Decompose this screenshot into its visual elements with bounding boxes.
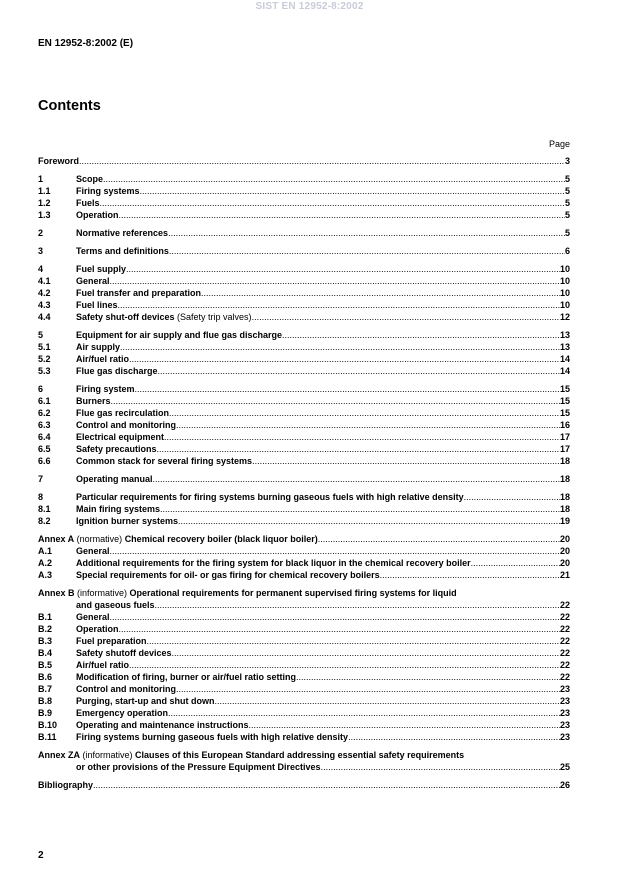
- toc-leader-dots: [103, 173, 565, 185]
- toc-entry-number: 5.2: [38, 354, 51, 364]
- toc-entry-page: 23: [559, 708, 570, 718]
- toc-entry-title: Common stack for several firing systems: [76, 456, 253, 466]
- toc-entry-title: Air/fuel ratio: [76, 354, 130, 364]
- toc-entry-title: Ignition burner systems: [76, 516, 179, 526]
- toc-entry-title: Air/fuel ratio: [76, 660, 130, 670]
- toc-entry-number: 6.5: [38, 444, 51, 454]
- toc-entry-number: 1: [38, 174, 44, 184]
- toc-entry-annex-title: Chemical recovery boiler (black liquor boiler): [124, 534, 318, 544]
- toc-entry[interactable]: [38, 209, 570, 221]
- toc-entry-title: Special requirements for oil- or gas firing for chemical recovery boilers: [76, 570, 380, 580]
- toc-entry[interactable]: [38, 431, 570, 443]
- toc-leader-dots: [110, 545, 560, 557]
- toc-entry-number: 5: [38, 330, 44, 340]
- toc-entry-page: 5: [564, 186, 570, 196]
- watermark: SIST EN 12952-8:2002: [255, 1, 364, 12]
- toc-entry-page: 19: [559, 516, 570, 526]
- toc-entry[interactable]: [38, 419, 570, 431]
- toc-leader-dots: [110, 275, 560, 287]
- toc-leader-dots: [126, 263, 560, 275]
- toc-entry[interactable]: [38, 263, 570, 275]
- toc-entry-title: Firing system: [76, 384, 135, 394]
- toc-leader-dots: [168, 707, 560, 719]
- toc-entry[interactable]: [38, 473, 570, 485]
- toc-leader-dots: [153, 473, 560, 485]
- toc-entry-page: 15: [559, 384, 570, 394]
- toc-entry-title: Operating manual: [76, 474, 153, 484]
- toc-entry-page: 6: [564, 246, 570, 256]
- toc-leader-dots: [140, 185, 565, 197]
- toc-entry[interactable]: [38, 287, 570, 299]
- toc-leader-dots: [158, 365, 560, 377]
- toc-entry-page: 25: [559, 762, 570, 772]
- toc-entry-page: 16: [559, 420, 570, 430]
- toc-entry-number: A.1: [38, 546, 53, 556]
- toc-entry[interactable]: [38, 353, 570, 365]
- toc-entry[interactable]: [38, 683, 570, 695]
- toc-entry-number: 6: [38, 384, 44, 394]
- toc-leader-dots: [129, 353, 560, 365]
- toc-entry-page: 12: [559, 312, 570, 322]
- toc-entry[interactable]: [38, 245, 570, 257]
- toc-entry-annex-type: (informative): [74, 588, 130, 598]
- toc-entry-title: Safety shut-off devices: [76, 312, 175, 322]
- toc-leader-dots: [321, 761, 560, 773]
- toc-entry-page: 23: [559, 696, 570, 706]
- toc-entry-page: 5: [564, 174, 570, 184]
- toc-entry-title: Operation: [76, 210, 119, 220]
- toc-entry-number: 6.6: [38, 456, 51, 466]
- toc-leader-dots: [172, 647, 560, 659]
- toc-entry-number: 4.3: [38, 300, 51, 310]
- toc-leader-dots: [155, 599, 560, 611]
- toc-leader-dots: [169, 245, 565, 257]
- toc-leader-dots: [176, 419, 560, 431]
- toc-entry[interactable]: [38, 185, 570, 197]
- toc-entry[interactable]: [38, 341, 570, 353]
- toc-entry-page: 26: [559, 780, 570, 790]
- toc-entry-number: B.11: [38, 732, 57, 742]
- toc-leader-dots: [164, 431, 560, 443]
- toc-entry-page: 10: [559, 288, 570, 298]
- toc-entry-page: 10: [559, 300, 570, 310]
- toc-entry[interactable]: [38, 443, 570, 455]
- toc-entry-title: Particular requirements for firing systems burning gaseous fuels with high relative density: [76, 492, 464, 502]
- toc-leader-dots: [135, 383, 560, 395]
- toc-entry-number: 3: [38, 246, 44, 256]
- toc-entry-title: Bibliography: [38, 780, 94, 790]
- toc-entry-number: 6.1: [38, 396, 51, 406]
- toc-entry-title: Flue gas recirculation: [76, 408, 170, 418]
- toc-leader-dots: [471, 557, 560, 569]
- toc-leader-dots: [93, 779, 560, 791]
- toc-entry[interactable]: [38, 623, 570, 635]
- toc-entry-number: 6.3: [38, 420, 51, 430]
- toc-entry-number: 6.2: [38, 408, 51, 418]
- toc-leader-dots: [169, 407, 560, 419]
- toc-entry-number: B.4: [38, 648, 53, 658]
- toc-entry[interactable]: [38, 533, 570, 545]
- toc-leader-dots: [120, 341, 560, 353]
- toc-leader-dots: [252, 455, 560, 467]
- toc-entry[interactable]: [38, 719, 570, 731]
- toc-entry-title: Firing systems: [76, 186, 140, 196]
- toc-entry-page: 18: [559, 492, 570, 502]
- toc-entry-number: B.3: [38, 636, 53, 646]
- toc-leader-dots: [110, 611, 560, 623]
- toc-entry-page: 20: [559, 534, 570, 544]
- toc-entry-page: 5: [564, 198, 570, 208]
- toc-entry-title: Equipment for air supply and flue gas discharge: [76, 330, 283, 340]
- toc-entry-number: 1.1: [38, 186, 51, 196]
- document-id: EN 12952-8:2002 (E): [38, 38, 134, 49]
- toc-leader-dots: [201, 287, 560, 299]
- toc-entry-page: 23: [559, 732, 570, 742]
- toc-entry-page: 10: [559, 276, 570, 286]
- toc-entry[interactable]: [38, 761, 570, 773]
- toc-entry[interactable]: [38, 299, 570, 311]
- toc-entry-number: B.9: [38, 708, 53, 718]
- toc-entry-title: Foreword: [38, 156, 80, 166]
- toc-entry[interactable]: [38, 173, 570, 185]
- toc-entry[interactable]: [38, 569, 570, 581]
- toc-entry-page: 3: [564, 156, 570, 166]
- toc-entry-number: 4.2: [38, 288, 51, 298]
- toc-entry-title: Annex B: [38, 588, 75, 598]
- toc-entry-title: Main firing systems: [76, 504, 161, 514]
- toc-entry-page: 13: [559, 342, 570, 352]
- toc-entry[interactable]: [38, 545, 570, 557]
- toc-entry-number: 8.1: [38, 504, 51, 514]
- toc-entry-number: 7: [38, 474, 44, 484]
- toc-entry[interactable]: [38, 503, 570, 515]
- toc-entry-number: B.1: [38, 612, 53, 622]
- footer-page-number: 2: [38, 850, 44, 861]
- toc-leader-dots: [157, 443, 560, 455]
- toc-entry-page: 15: [559, 408, 570, 418]
- toc-leader-dots: [119, 209, 565, 221]
- toc-entry-number: 8.2: [38, 516, 51, 526]
- toc-entry[interactable]: [38, 311, 570, 323]
- toc-entry[interactable]: [38, 635, 570, 647]
- toc-entry-page: 18: [559, 456, 570, 466]
- toc-leader-dots: [118, 299, 560, 311]
- toc-entry[interactable]: [38, 197, 570, 209]
- toc-leader-dots: [129, 659, 560, 671]
- toc-entry-number: B.2: [38, 624, 53, 634]
- toc-leader-dots: [176, 683, 560, 695]
- toc-entry-page: 5: [564, 228, 570, 238]
- toc-entry-page: 22: [559, 648, 570, 658]
- toc-entry-number: B.5: [38, 660, 53, 670]
- toc-entry[interactable]: [38, 395, 570, 407]
- toc-entry-title: Air supply: [76, 342, 121, 352]
- toc-entry-number: 4.1: [38, 276, 51, 286]
- toc-entry-title: Scope: [76, 174, 104, 184]
- toc-entry-title: General: [76, 276, 110, 286]
- toc-entry-page: 22: [559, 672, 570, 682]
- toc-entry-title: Purging, start-up and shut down: [76, 696, 215, 706]
- toc-entry-page: 13: [559, 330, 570, 340]
- toc-entry-page: 10: [559, 264, 570, 274]
- toc-entry-page: 17: [559, 444, 570, 454]
- toc-entry-number: A.3: [38, 570, 53, 580]
- toc-entry[interactable]: [38, 455, 570, 467]
- toc-leader-dots: [252, 311, 560, 323]
- toc-entry-page: 14: [559, 366, 570, 376]
- toc-entry-title: Operation: [76, 624, 119, 634]
- toc-leader-dots: [119, 623, 560, 635]
- toc-entry-title: and gaseous fuels: [76, 600, 155, 610]
- toc-entry-page: 20: [559, 558, 570, 568]
- toc-entry-page: 20: [559, 546, 570, 556]
- toc-entry-title: General: [76, 546, 110, 556]
- toc-leader-dots: [282, 329, 560, 341]
- toc-entry-number: 2: [38, 228, 44, 238]
- toc-entry-annex-type: (normative): [74, 534, 125, 544]
- toc-leader-dots: [100, 197, 565, 209]
- toc-entry-annex-type: (informative): [80, 750, 136, 760]
- toc-entry-title: Annex ZA: [38, 750, 81, 760]
- toc-entry-title: Emergency operation: [76, 708, 169, 718]
- toc-entry-title: Annex A: [38, 534, 75, 544]
- toc-entry-page: 14: [559, 354, 570, 364]
- toc-entry-page: 22: [559, 636, 570, 646]
- toc-leader-dots: [464, 491, 560, 503]
- toc-entry-title: Additional requirements for the firing system for black liquor in the chemical recovery boiler: [76, 558, 471, 568]
- toc-entry-number: 1.2: [38, 198, 51, 208]
- toc-entry[interactable]: [38, 731, 570, 743]
- toc-entry[interactable]: [38, 599, 570, 611]
- toc-entry-annex-title: Clauses of this European Standard addressing essential safety requirements: [135, 750, 465, 760]
- toc-leader-dots: [380, 569, 560, 581]
- page-column-label: Page: [548, 139, 570, 149]
- toc-entry-title: Normative references: [76, 228, 169, 238]
- toc-entry[interactable]: [38, 611, 570, 623]
- toc-entry-page: 23: [559, 720, 570, 730]
- toc-entry-number: B.6: [38, 672, 53, 682]
- toc-entry[interactable]: [38, 695, 570, 707]
- toc-entry[interactable]: [38, 587, 570, 599]
- toc-entry-page: 22: [559, 660, 570, 670]
- toc-entry[interactable]: [38, 491, 570, 503]
- toc-leader-dots: [348, 731, 560, 743]
- toc-entry[interactable]: [38, 155, 570, 167]
- toc-entry-title: Burners: [76, 396, 111, 406]
- toc-entry-page: 18: [559, 504, 570, 514]
- toc-entry-title: Terms and definitions: [76, 246, 169, 256]
- toc-leader-dots: [168, 227, 565, 239]
- toc-entry-title: Control and monitoring: [76, 684, 176, 694]
- contents-heading: Contents: [38, 98, 101, 114]
- toc-entry-title: Fuel lines: [76, 300, 118, 310]
- toc-entry[interactable]: [38, 515, 570, 527]
- toc-entry[interactable]: [38, 365, 570, 377]
- toc-entry[interactable]: [38, 659, 570, 671]
- toc-entry[interactable]: [38, 557, 570, 569]
- toc-leader-dots: [79, 155, 565, 167]
- toc-entry[interactable]: [38, 329, 570, 341]
- toc-leader-dots: [215, 695, 560, 707]
- toc-entry-page: 23: [559, 684, 570, 694]
- toc-leader-dots: [147, 635, 560, 647]
- toc-entry-title: or other provisions of the Pressure Equipment Directives: [76, 762, 321, 772]
- toc-entry-number: 5.1: [38, 342, 51, 352]
- toc-entry-title: Fuel transfer and preparation: [76, 288, 202, 298]
- toc-entry[interactable]: [38, 407, 570, 419]
- toc-entry[interactable]: [38, 779, 570, 791]
- toc-entry[interactable]: [38, 647, 570, 659]
- toc-entry[interactable]: [38, 227, 570, 239]
- toc-leader-dots: [249, 719, 560, 731]
- toc-entry-page: 22: [559, 600, 570, 610]
- toc-entry-title: Firing systems burning gaseous fuels with high relative density: [76, 732, 349, 742]
- toc-entry-annex-type: (Safety trip valves): [174, 312, 252, 322]
- toc-entry-page: 18: [559, 474, 570, 484]
- toc-entry-title: Safety precautions: [76, 444, 157, 454]
- toc-entry-number: B.10: [38, 720, 58, 730]
- toc-entry-title: Safety shutoff devices: [76, 648, 172, 658]
- toc-entry[interactable]: [38, 749, 570, 761]
- toc-entry-page: 22: [559, 612, 570, 622]
- toc-entry-number: A.2: [38, 558, 53, 568]
- toc-entry-title: Flue gas discharge: [76, 366, 158, 376]
- toc-entry-number: 4: [38, 264, 44, 274]
- toc-entry-number: 4.4: [38, 312, 51, 322]
- toc-entry-number: 1.3: [38, 210, 51, 220]
- toc-leader-dots: [318, 533, 560, 545]
- toc-entry-page: 17: [559, 432, 570, 442]
- toc-leader-dots: [178, 515, 560, 527]
- toc-entry-title: Fuel supply: [76, 264, 127, 274]
- toc-entry[interactable]: [38, 707, 570, 719]
- toc-entry-page: 21: [559, 570, 570, 580]
- toc-leader-dots: [160, 503, 560, 515]
- toc-entry-number: B.7: [38, 684, 53, 694]
- toc-entry-number: 6.4: [38, 432, 51, 442]
- toc-leader-dots: [111, 395, 560, 407]
- toc-entry-number: 8: [38, 492, 44, 502]
- toc-entry[interactable]: [38, 383, 570, 395]
- toc-entry[interactable]: [38, 671, 570, 683]
- toc-entry-number: 5.3: [38, 366, 51, 376]
- toc-entry-title: Fuel preparation: [76, 636, 147, 646]
- toc-entry-page: 15: [559, 396, 570, 406]
- toc-entry-title: Operating and maintenance instructions: [76, 720, 249, 730]
- toc-entry-number: B.8: [38, 696, 53, 706]
- toc-entry-page: 5: [564, 210, 570, 220]
- toc-entry-title: Fuels: [76, 198, 100, 208]
- toc-entry-title: Modification of firing, burner or air/fuel ratio setting: [76, 672, 297, 682]
- toc-leader-dots: [296, 671, 560, 683]
- toc-entry[interactable]: [38, 275, 570, 287]
- toc-entry-title: Control and monitoring: [76, 420, 176, 430]
- toc-entry-page: 22: [559, 624, 570, 634]
- toc-entry-annex-title: Operational requirements for permanent supervised firing systems for liquid: [129, 588, 457, 598]
- table-of-contents: [38, 155, 570, 791]
- toc-entry-title: Electrical equipment: [76, 432, 165, 442]
- toc-entry-title: General: [76, 612, 110, 622]
